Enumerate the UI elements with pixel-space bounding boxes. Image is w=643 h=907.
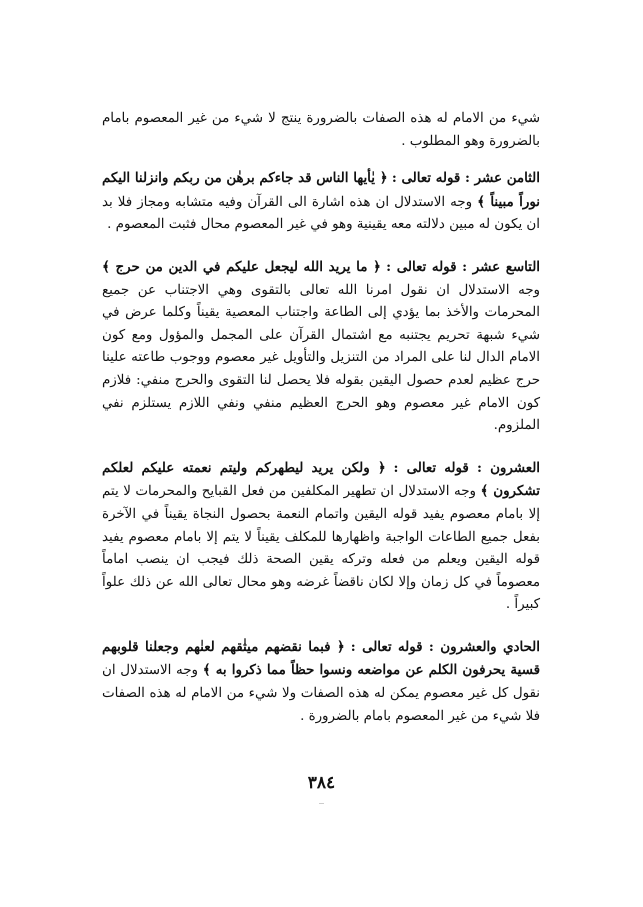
- quran-verse: ﴿ يٰأيها الناس قد جاءكم برهٰن من ربكم وانزلنا اليكم نوراً مبيناً ﴾: [102, 170, 540, 210]
- paragraph-21: [102, 636, 540, 728]
- paragraph-body: شيء من الامام له هذه الصفات بالضرورة ينتج لا شيء من غير المعصوم بامام بالضرورة وهو المطلوب .: [102, 111, 540, 149]
- paragraph-heading: التاسع عشر : قوله تعالى :: [386, 258, 540, 275]
- quran-verse: ﴿ ولكن يريد ليطهركم وليتم نعمته عليكم لعلكم تشكرون ﴾: [102, 459, 540, 500]
- page-number: ٣٨٤: [307, 773, 336, 793]
- footer-mark: [319, 803, 324, 804]
- paragraph-heading: الثامن عشر : قوله تعالى :: [391, 170, 540, 187]
- paragraph-18: [102, 167, 540, 237]
- paragraph-body: وجه الاستدلال ان نقول امرنا الله تعالى بالتقوى وهي الاجتناب عن جميع المحرمات والأخذ بما يؤدي إلى الطاعة واجتناب المعصية يقيناً وكلما عرض في شيء شبهة تحريم يجتنبه مع اشتمال القرآن على المجمل والمؤول ومع كون الامام الدال لنا على المراد من التنزيل والتأويل غير معصوم ووجوب طاعته علينا حرج عظيم لعدم حصول اليقين بقوله فلا يحصل لنا التقوى والحرج منفي: فلازم كون الامام غير معصوم وهو الحرج العظيم منفي ونفي اللازم يستلزم نفي الملزوم.: [102, 282, 540, 434]
- paragraph-body: وجه الاستدلال ان هذه اشارة الى القرآن وفيه متشابه ومجاز فلا بد ان يكون له مبين دلالته معه يقينية وهو في غير المعصوم محال فثبت المعصوم .: [102, 194, 540, 233]
- quran-verse: ﴿ ما يريد الله ليجعل عليكم في الدين من حرج ﴾: [102, 258, 381, 275]
- body-text: [102, 108, 540, 747]
- paragraph-heading: العشرون : قوله تعالى :: [393, 459, 540, 476]
- quran-verse: ﴿ فبما نقضهم ميثٰقهم لعنٰهم وجعلنا قلوبهم قسية يحرفون الكلم عن مواضعه ونسوا حظاً مما ذكروا به ﴾: [102, 638, 540, 679]
- paragraph-19: [102, 256, 540, 438]
- paragraph-20: [102, 457, 540, 617]
- paragraph-heading: الحادي والعشرون : قوله تعالى :: [350, 638, 540, 655]
- paragraph-continuation: [102, 108, 540, 153]
- paragraph-body: وجه الاستدلال ان نقول كل غير معصوم يمكن له هذه الصفات ولا شيء من الامام له هذه الصفات فلا شيء من غير المعصوم بامام بالضرورة .: [102, 663, 540, 724]
- paragraph-body: وجه الاستدلال ان تطهير المكلفين من فعل القبايح والمحرمات لا يتم إلا بامام معصوم يفيد قوله اليقين واتمام النعمة بحصول النجاة يقيناً في الآخرة بفعل جميع الطاعات الواجبة واظهارها للمكلف يقيناً لا يتم إلا بامام معصوم يفيد قوله اليقين ويعلم من فعله وتركه يقين الصحة ذلك فيجب ان ينصب اماماً معصوماً في كل زمان وإلا لكان ناقضاً غرضه وهو محال تعالى الله عن ذلك علواً كبيراً .: [102, 484, 540, 613]
